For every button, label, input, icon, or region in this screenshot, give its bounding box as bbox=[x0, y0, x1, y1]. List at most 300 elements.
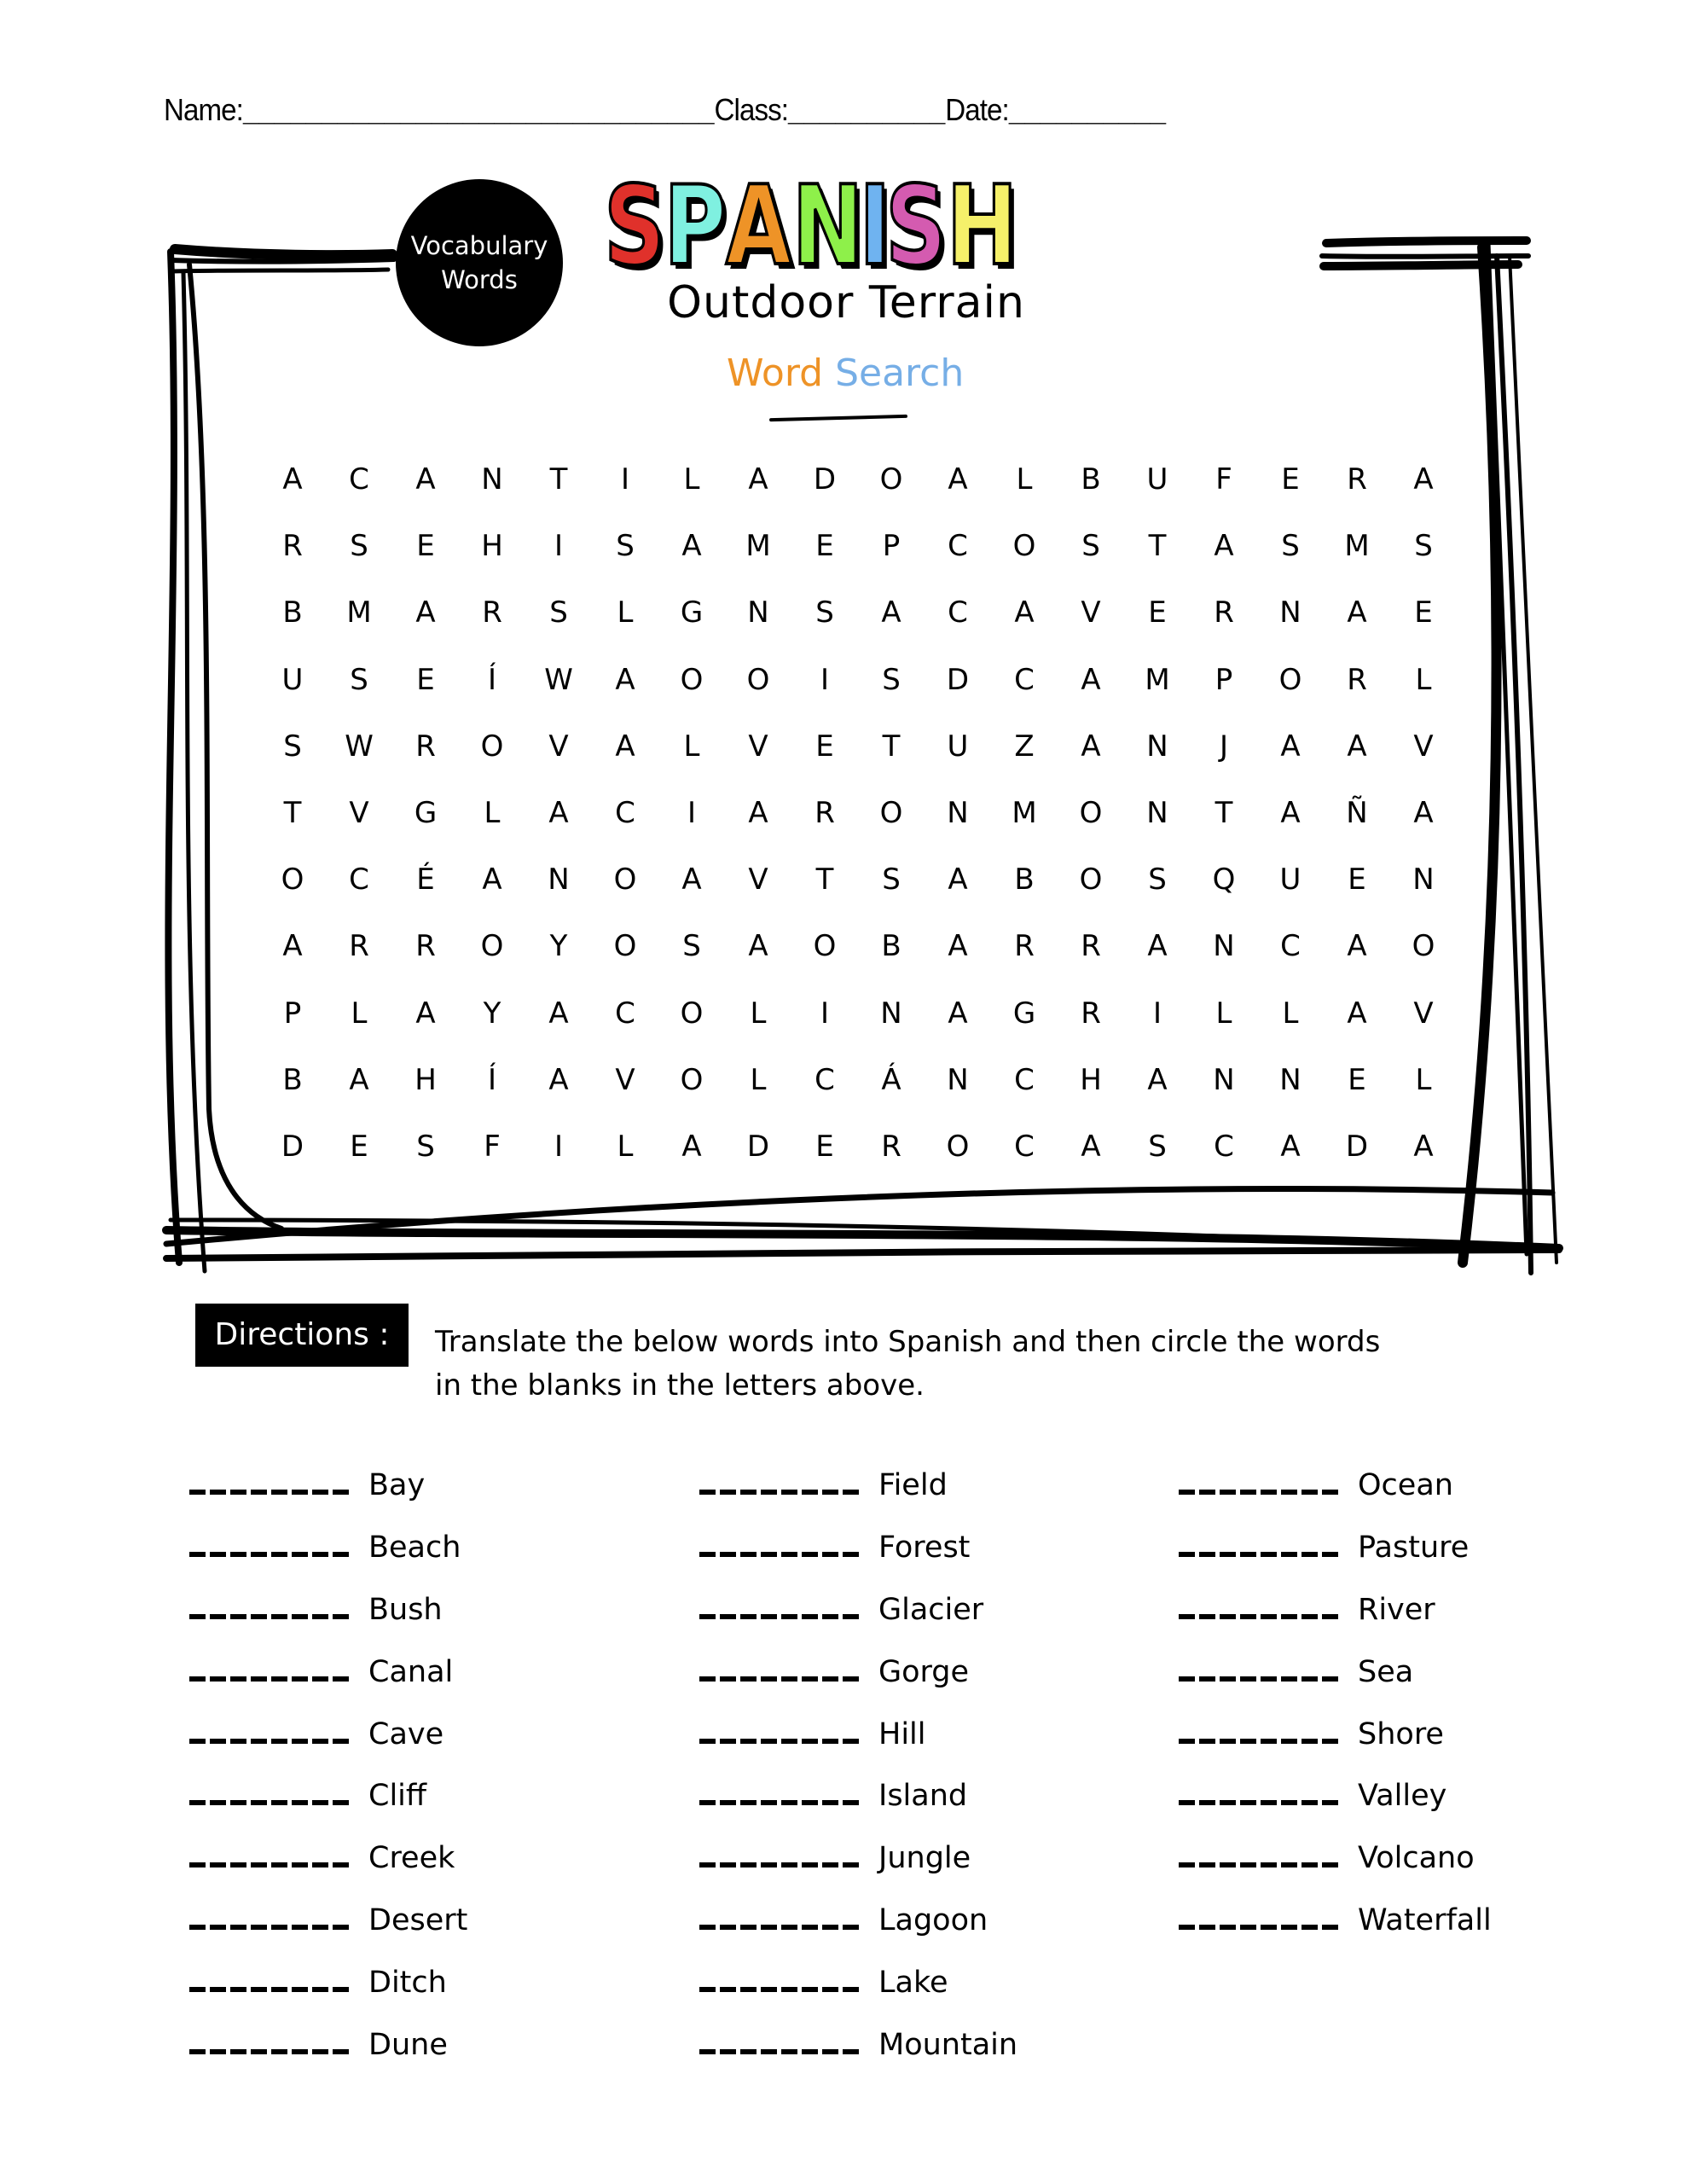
class-field[interactable]: __________ bbox=[788, 92, 946, 127]
answer-blank[interactable] bbox=[189, 1490, 353, 1495]
grid-cell[interactable]: N bbox=[1412, 863, 1435, 897]
grid-cell[interactable]: W bbox=[345, 729, 374, 764]
grid-cell[interactable]: C bbox=[1014, 1062, 1035, 1097]
english-word: Creek bbox=[368, 1841, 455, 1876]
grid-cell[interactable]: E bbox=[1281, 462, 1300, 497]
grid-cell[interactable]: C bbox=[948, 595, 968, 630]
grid-cell[interactable]: C bbox=[1280, 929, 1301, 964]
grid-cell[interactable]: W bbox=[544, 662, 573, 697]
english-word: Waterfall bbox=[1358, 1902, 1492, 1937]
grid-cell[interactable]: O bbox=[1012, 529, 1036, 564]
name-field[interactable]: ______________________________ bbox=[242, 92, 715, 127]
english-word: Cliff bbox=[368, 1779, 427, 1814]
grid-cell[interactable]: A bbox=[681, 1129, 702, 1164]
answer-blank[interactable] bbox=[699, 1552, 863, 1557]
grid-cell[interactable]: G bbox=[680, 595, 704, 630]
grid-cell[interactable]: M bbox=[745, 529, 771, 564]
search-label: Search bbox=[835, 351, 965, 395]
grid-cell[interactable]: E bbox=[1348, 1062, 1366, 1097]
grid-cell[interactable]: C bbox=[1214, 1129, 1234, 1164]
grid-cell[interactable]: A bbox=[415, 595, 436, 630]
grid-cell[interactable]: H bbox=[415, 1062, 437, 1097]
grid-cell[interactable]: U bbox=[947, 729, 969, 764]
grid-cell[interactable]: T bbox=[1148, 529, 1167, 564]
grid-cell[interactable]: A bbox=[282, 462, 303, 497]
answer-blank[interactable] bbox=[699, 1925, 863, 1930]
grid-cell[interactable]: C bbox=[615, 795, 635, 830]
grid-cell[interactable]: L bbox=[1415, 1062, 1432, 1097]
grid-cell[interactable]: N bbox=[747, 595, 769, 630]
grid-cell[interactable]: L bbox=[617, 1129, 634, 1164]
grid-cell[interactable]: L bbox=[1215, 996, 1232, 1031]
english-word: Hill bbox=[878, 1716, 926, 1751]
word-list-item bbox=[189, 1951, 467, 2013]
grid-cell[interactable]: A bbox=[881, 595, 901, 630]
grid-cell[interactable]: O bbox=[281, 863, 304, 897]
grid-cell[interactable]: O bbox=[680, 1062, 704, 1097]
word-search-grid bbox=[271, 458, 1469, 1192]
answer-blank[interactable] bbox=[699, 1490, 863, 1495]
word-search-label bbox=[727, 351, 964, 395]
title-letter: N bbox=[791, 163, 864, 290]
grid-cell[interactable]: O bbox=[480, 929, 504, 964]
grid-cell[interactable]: C bbox=[615, 996, 635, 1031]
grid-cell[interactable]: A bbox=[1014, 595, 1035, 630]
grid-cell[interactable]: O bbox=[1412, 929, 1435, 964]
grid-cell[interactable]: S bbox=[882, 863, 901, 897]
grid-cell[interactable]: S bbox=[1414, 529, 1433, 564]
word-list-item bbox=[189, 1641, 467, 1703]
answer-blank[interactable] bbox=[699, 1862, 863, 1867]
answer-blank[interactable] bbox=[699, 1987, 863, 1992]
word-list-item bbox=[189, 1455, 467, 1517]
answer-blank[interactable] bbox=[699, 1614, 863, 1619]
word-list-item bbox=[1179, 1641, 1492, 1703]
grid-cell[interactable]: L bbox=[750, 996, 767, 1031]
english-word: Volcano bbox=[1358, 1841, 1475, 1876]
title-letter: S bbox=[884, 163, 947, 290]
grid-cell[interactable]: C bbox=[948, 529, 968, 564]
word-list-item bbox=[699, 1890, 1017, 1952]
grid-cell[interactable]: T bbox=[283, 795, 302, 830]
grid-cell[interactable]: G bbox=[414, 795, 438, 830]
grid-cell[interactable]: I bbox=[554, 529, 564, 564]
grid-cell[interactable]: A bbox=[1280, 1129, 1301, 1164]
grid-cell[interactable]: U bbox=[1146, 462, 1168, 497]
grid-cell[interactable]: S bbox=[616, 529, 635, 564]
grid-cell[interactable]: T bbox=[815, 863, 834, 897]
grid-cell[interactable]: R bbox=[1214, 595, 1234, 630]
english-word: Field bbox=[878, 1468, 948, 1503]
grid-cell[interactable]: V bbox=[615, 1062, 635, 1097]
grid-cell[interactable]: R bbox=[1014, 929, 1035, 964]
answer-blank[interactable] bbox=[189, 1862, 353, 1867]
grid-cell[interactable]: N bbox=[1279, 595, 1301, 630]
grid-cell[interactable]: R bbox=[482, 595, 502, 630]
grid-cell[interactable]: F bbox=[1215, 462, 1232, 497]
word-list-column-3 bbox=[1179, 1455, 1492, 1951]
word-list-item bbox=[1179, 1765, 1492, 1827]
grid-cell[interactable]: S bbox=[549, 595, 568, 630]
grid-cell[interactable]: U bbox=[281, 662, 304, 697]
student-info-line bbox=[164, 92, 1419, 135]
grid-cell[interactable]: Ñ bbox=[1346, 795, 1368, 830]
date-label: Date: bbox=[945, 92, 1009, 127]
grid-cell[interactable]: T bbox=[1215, 795, 1233, 830]
grid-cell[interactable]: V bbox=[1081, 595, 1101, 630]
grid-cell[interactable]: N bbox=[1146, 795, 1168, 830]
grid-cell[interactable]: A bbox=[1147, 1062, 1168, 1097]
word-list-item bbox=[1179, 1827, 1492, 1890]
grid-cell[interactable]: A bbox=[482, 863, 502, 897]
grid-cell[interactable]: A bbox=[948, 996, 968, 1031]
grid-cell[interactable]: A bbox=[615, 662, 635, 697]
grid-cell[interactable]: I bbox=[620, 462, 630, 497]
page-subtitle bbox=[0, 277, 1687, 328]
grid-cell[interactable]: S bbox=[1148, 863, 1167, 897]
word-list-item bbox=[189, 1765, 467, 1827]
word-label: Word bbox=[727, 351, 824, 395]
english-word: Pasture bbox=[1358, 1531, 1470, 1565]
grid-cell[interactable]: A bbox=[548, 1062, 569, 1097]
grid-cell[interactable]: O bbox=[1079, 863, 1103, 897]
grid-cell[interactable]: I bbox=[1152, 996, 1162, 1031]
word-list-item bbox=[699, 2013, 1017, 2076]
grid-cell[interactable]: A bbox=[615, 729, 635, 764]
grid-cell[interactable]: O bbox=[813, 929, 837, 964]
grid-cell[interactable]: V bbox=[1413, 729, 1434, 764]
grid-cell[interactable]: J bbox=[1219, 729, 1229, 764]
word-list-column-2 bbox=[699, 1455, 1017, 2076]
word-list-item bbox=[189, 1703, 467, 1765]
grid-cell[interactable]: A bbox=[1280, 795, 1301, 830]
grid-cell[interactable]: A bbox=[1347, 729, 1367, 764]
grid-cell[interactable]: D bbox=[1345, 1129, 1369, 1164]
grid-cell[interactable]: V bbox=[748, 729, 768, 764]
grid-cell[interactable]: T bbox=[549, 462, 568, 497]
grid-cell[interactable]: R bbox=[815, 795, 835, 830]
answer-blank[interactable] bbox=[189, 1552, 353, 1557]
english-word: River bbox=[1358, 1592, 1435, 1627]
answer-blank[interactable] bbox=[1179, 1739, 1342, 1744]
answer-blank[interactable] bbox=[699, 1739, 863, 1744]
grid-cell[interactable]: Á bbox=[881, 1062, 901, 1097]
word-list-item bbox=[699, 1827, 1017, 1890]
grid-cell[interactable]: O bbox=[746, 662, 770, 697]
grid-cell[interactable]: B bbox=[282, 1062, 303, 1097]
grid-cell[interactable]: Y bbox=[483, 996, 501, 1031]
grid-cell[interactable]: V bbox=[548, 729, 569, 764]
grid-cell[interactable]: N bbox=[1213, 929, 1235, 964]
answer-blank[interactable] bbox=[1179, 1490, 1342, 1495]
answer-blank[interactable] bbox=[699, 1800, 863, 1805]
grid-cell[interactable]: M bbox=[1145, 662, 1170, 697]
grid-cell[interactable]: A bbox=[282, 929, 303, 964]
word-list-item bbox=[699, 1641, 1017, 1703]
grid-cell[interactable]: B bbox=[1081, 462, 1101, 497]
grid-cell[interactable]: R bbox=[282, 529, 303, 564]
answer-blank[interactable] bbox=[189, 1800, 353, 1805]
directions-text: Translate the below words into Spanish and then circle the words in the blanks in the letters above. bbox=[435, 1325, 1381, 1403]
grid-cell[interactable]: P bbox=[283, 996, 302, 1031]
english-word: Dune bbox=[368, 2027, 448, 2062]
grid-cell[interactable]: N bbox=[481, 462, 503, 497]
grid-cell[interactable]: V bbox=[748, 863, 768, 897]
english-word: Ditch bbox=[368, 1965, 447, 2000]
date-field[interactable]: __________ bbox=[1008, 92, 1167, 127]
title-letter: S bbox=[604, 163, 666, 290]
grid-cell[interactable]: L bbox=[683, 462, 700, 497]
grid-cell[interactable]: N bbox=[1213, 1062, 1235, 1097]
grid-cell[interactable]: A bbox=[1347, 929, 1367, 964]
grid-cell[interactable]: A bbox=[349, 1062, 369, 1097]
word-list-item bbox=[1179, 1455, 1492, 1517]
grid-cell[interactable]: R bbox=[1081, 996, 1101, 1031]
grid-cell[interactable]: D bbox=[281, 1129, 304, 1164]
grid-cell[interactable]: U bbox=[1279, 863, 1301, 897]
grid-cell[interactable]: L bbox=[750, 1062, 767, 1097]
grid-cell[interactable]: Y bbox=[549, 929, 568, 964]
grid-cell[interactable]: O bbox=[613, 929, 637, 964]
grid-cell[interactable]: L bbox=[484, 795, 501, 830]
english-word: Glacier bbox=[878, 1592, 984, 1627]
answer-blank[interactable] bbox=[699, 1676, 863, 1682]
grid-cell[interactable]: E bbox=[1414, 595, 1433, 630]
grid-cell[interactable]: D bbox=[746, 1129, 770, 1164]
grid-cell[interactable]: E bbox=[416, 662, 435, 697]
word-list-item bbox=[189, 1579, 467, 1641]
grid-cell[interactable]: Í bbox=[487, 1062, 497, 1097]
grid-cell[interactable]: E bbox=[350, 1129, 368, 1164]
grid-cell[interactable]: B bbox=[1014, 863, 1035, 897]
word-list-item bbox=[699, 1765, 1017, 1827]
grid-cell[interactable]: O bbox=[1278, 662, 1302, 697]
grid-cell[interactable]: M bbox=[1344, 529, 1370, 564]
grid-cell[interactable]: L bbox=[1415, 662, 1432, 697]
grid-cell[interactable]: N bbox=[548, 863, 570, 897]
answer-blank[interactable] bbox=[1179, 1552, 1342, 1557]
grid-cell[interactable]: L bbox=[683, 729, 700, 764]
answer-blank[interactable] bbox=[189, 1676, 353, 1682]
badge-line-2: Words bbox=[441, 265, 518, 294]
english-word: Island bbox=[878, 1779, 968, 1814]
grid-cell[interactable]: S bbox=[882, 662, 901, 697]
grid-cell[interactable]: R bbox=[1347, 462, 1367, 497]
english-word: Gorge bbox=[878, 1654, 970, 1689]
grid-cell[interactable]: A bbox=[415, 996, 436, 1031]
grid-cell[interactable]: A bbox=[1081, 729, 1101, 764]
grid-cell[interactable]: E bbox=[1348, 863, 1366, 897]
grid-cell[interactable]: R bbox=[349, 929, 369, 964]
directions-label: Directions : bbox=[195, 1304, 409, 1367]
grid-cell[interactable]: D bbox=[813, 462, 837, 497]
grid-cell[interactable]: A bbox=[748, 462, 768, 497]
answer-blank[interactable] bbox=[189, 1614, 353, 1619]
grid-cell[interactable]: A bbox=[948, 462, 968, 497]
grid-cell[interactable]: B bbox=[881, 929, 901, 964]
grid-cell[interactable]: F bbox=[484, 1129, 501, 1164]
grid-cell[interactable]: V bbox=[1413, 996, 1434, 1031]
word-list-item bbox=[189, 1517, 467, 1579]
grid-cell[interactable]: M bbox=[346, 595, 372, 630]
english-word: Mountain bbox=[878, 2027, 1018, 2062]
grid-cell[interactable]: A bbox=[748, 929, 768, 964]
grid-cell[interactable]: A bbox=[548, 996, 569, 1031]
english-word: Ocean bbox=[1358, 1468, 1453, 1503]
grid-cell[interactable]: O bbox=[946, 1129, 970, 1164]
grid-cell[interactable]: S bbox=[1081, 529, 1100, 564]
badge-line-1: Vocabulary bbox=[410, 231, 548, 260]
word-list-item bbox=[189, 1890, 467, 1952]
grid-cell[interactable]: O bbox=[879, 462, 903, 497]
word-list-item bbox=[189, 1827, 467, 1890]
english-word: Desert bbox=[368, 1902, 468, 1937]
word-list-item bbox=[1179, 1517, 1492, 1579]
english-word: Shore bbox=[1358, 1716, 1444, 1751]
spanish-title bbox=[595, 163, 1018, 290]
grid-cell[interactable]: G bbox=[1012, 996, 1036, 1031]
grid-cell[interactable]: É bbox=[416, 863, 435, 897]
grid-cell[interactable]: A bbox=[1147, 929, 1168, 964]
word-list-item bbox=[1179, 1703, 1492, 1765]
grid-cell[interactable]: A bbox=[1347, 996, 1367, 1031]
grid-cell[interactable]: N bbox=[947, 795, 969, 830]
grid-cell[interactable]: C bbox=[815, 1062, 835, 1097]
grid-cell[interactable]: V bbox=[349, 795, 369, 830]
grid-cell[interactable]: A bbox=[948, 863, 968, 897]
grid-cell[interactable]: S bbox=[682, 929, 701, 964]
grid-cell[interactable]: R bbox=[1347, 662, 1367, 697]
class-label: Class: bbox=[714, 92, 789, 127]
subtitle-text: Outdoor Terrain bbox=[667, 277, 1025, 328]
grid-cell[interactable]: Z bbox=[1014, 729, 1035, 764]
title-letter: A bbox=[725, 163, 792, 290]
grid-cell[interactable]: A bbox=[1081, 1129, 1101, 1164]
grid-cell[interactable]: P bbox=[1215, 662, 1233, 697]
grid-cell[interactable]: A bbox=[1214, 529, 1234, 564]
grid-cell[interactable]: A bbox=[1413, 462, 1434, 497]
grid-cell[interactable]: N bbox=[880, 996, 902, 1031]
grid-cell[interactable]: A bbox=[948, 929, 968, 964]
grid-cell[interactable]: I bbox=[820, 662, 830, 697]
grid-cell[interactable]: S bbox=[815, 595, 834, 630]
grid-cell[interactable]: E bbox=[1148, 595, 1167, 630]
english-word: Lagoon bbox=[878, 1902, 988, 1937]
grid-cell[interactable]: R bbox=[881, 1129, 901, 1164]
grid-cell[interactable]: S bbox=[350, 662, 368, 697]
grid-cell[interactable]: A bbox=[681, 529, 702, 564]
word-list-item bbox=[699, 1455, 1017, 1517]
grid-cell[interactable]: N bbox=[947, 1062, 969, 1097]
grid-cell[interactable]: H bbox=[481, 529, 503, 564]
grid-cell[interactable]: R bbox=[415, 929, 436, 964]
grid-cell[interactable]: O bbox=[1079, 795, 1103, 830]
grid-cell[interactable]: I bbox=[554, 1129, 564, 1164]
grid-cell[interactable]: A bbox=[1413, 1129, 1434, 1164]
grid-cell[interactable]: S bbox=[350, 529, 368, 564]
grid-cell[interactable]: C bbox=[1014, 1129, 1035, 1164]
grid-cell[interactable]: A bbox=[1280, 729, 1301, 764]
grid-cell[interactable]: T bbox=[882, 729, 901, 764]
grid-cell[interactable]: C bbox=[1014, 662, 1035, 697]
grid-cell[interactable]: L bbox=[617, 595, 634, 630]
answer-blank[interactable] bbox=[189, 1925, 353, 1930]
word-list-item bbox=[699, 1579, 1017, 1641]
grid-cell[interactable]: A bbox=[548, 795, 569, 830]
grid-cell[interactable]: O bbox=[480, 729, 504, 764]
word-list-item bbox=[699, 1951, 1017, 2013]
answer-blank[interactable] bbox=[699, 2049, 863, 2054]
grid-cell[interactable]: L bbox=[351, 996, 368, 1031]
name-label: Name: bbox=[164, 92, 243, 127]
grid-cell[interactable]: M bbox=[1012, 795, 1037, 830]
grid-cell[interactable]: S bbox=[416, 1129, 435, 1164]
grid-cell[interactable]: O bbox=[613, 863, 637, 897]
grid-cell[interactable]: N bbox=[1279, 1062, 1301, 1097]
grid-cell[interactable]: B bbox=[282, 595, 303, 630]
grid-cell[interactable]: I bbox=[687, 795, 697, 830]
grid-cell[interactable]: O bbox=[680, 662, 704, 697]
grid-cell[interactable]: Q bbox=[1212, 863, 1236, 897]
grid-cell[interactable]: O bbox=[680, 996, 704, 1031]
answer-blank[interactable] bbox=[1179, 1614, 1342, 1619]
title-letter: P bbox=[664, 163, 727, 290]
grid-cell[interactable]: A bbox=[415, 462, 436, 497]
grid-cell[interactable]: E bbox=[416, 529, 435, 564]
word-list-item bbox=[699, 1703, 1017, 1765]
grid-cell[interactable]: D bbox=[946, 662, 970, 697]
answer-blank[interactable] bbox=[1179, 1925, 1342, 1930]
answer-blank[interactable] bbox=[189, 1739, 353, 1744]
grid-cell[interactable]: S bbox=[1148, 1129, 1167, 1164]
grid-cell[interactable]: I bbox=[820, 996, 830, 1031]
english-word: Sea bbox=[1358, 1654, 1414, 1689]
grid-cell[interactable]: O bbox=[879, 795, 903, 830]
answer-blank[interactable] bbox=[1179, 1800, 1342, 1805]
grid-cell[interactable]: E bbox=[815, 1129, 834, 1164]
answer-blank[interactable] bbox=[189, 2049, 353, 2054]
grid-cell[interactable]: P bbox=[882, 529, 901, 564]
word-list-item bbox=[189, 2013, 467, 2076]
grid-cell[interactable]: A bbox=[1413, 795, 1434, 830]
grid-cell[interactable]: S bbox=[283, 729, 302, 764]
grid-cell[interactable]: E bbox=[815, 729, 834, 764]
grid-cell[interactable]: A bbox=[1347, 595, 1367, 630]
grid-cell[interactable]: E bbox=[815, 529, 834, 564]
answer-blank[interactable] bbox=[189, 1987, 353, 1992]
answer-blank[interactable] bbox=[1179, 1862, 1342, 1867]
grid-cell[interactable]: S bbox=[1281, 529, 1300, 564]
grid-cell[interactable]: A bbox=[681, 863, 702, 897]
grid-cell[interactable]: R bbox=[415, 729, 436, 764]
grid-cell[interactable]: C bbox=[349, 462, 369, 497]
grid-cell[interactable]: L bbox=[1016, 462, 1033, 497]
english-word: Valley bbox=[1358, 1779, 1447, 1814]
grid-cell[interactable]: L bbox=[1282, 996, 1299, 1031]
title-underline bbox=[769, 415, 907, 421]
grid-cell[interactable]: R bbox=[1081, 929, 1101, 964]
english-word: Forest bbox=[878, 1531, 971, 1565]
grid-cell[interactable]: A bbox=[748, 795, 768, 830]
grid-cell[interactable]: N bbox=[1146, 729, 1168, 764]
word-list-item bbox=[1179, 1579, 1492, 1641]
english-word: Canal bbox=[368, 1654, 454, 1689]
grid-cell[interactable]: A bbox=[1081, 662, 1101, 697]
grid-cell[interactable]: H bbox=[1080, 1062, 1102, 1097]
answer-blank[interactable] bbox=[1179, 1676, 1342, 1682]
grid-cell[interactable]: Í bbox=[487, 662, 497, 697]
grid-cell[interactable]: C bbox=[349, 863, 369, 897]
